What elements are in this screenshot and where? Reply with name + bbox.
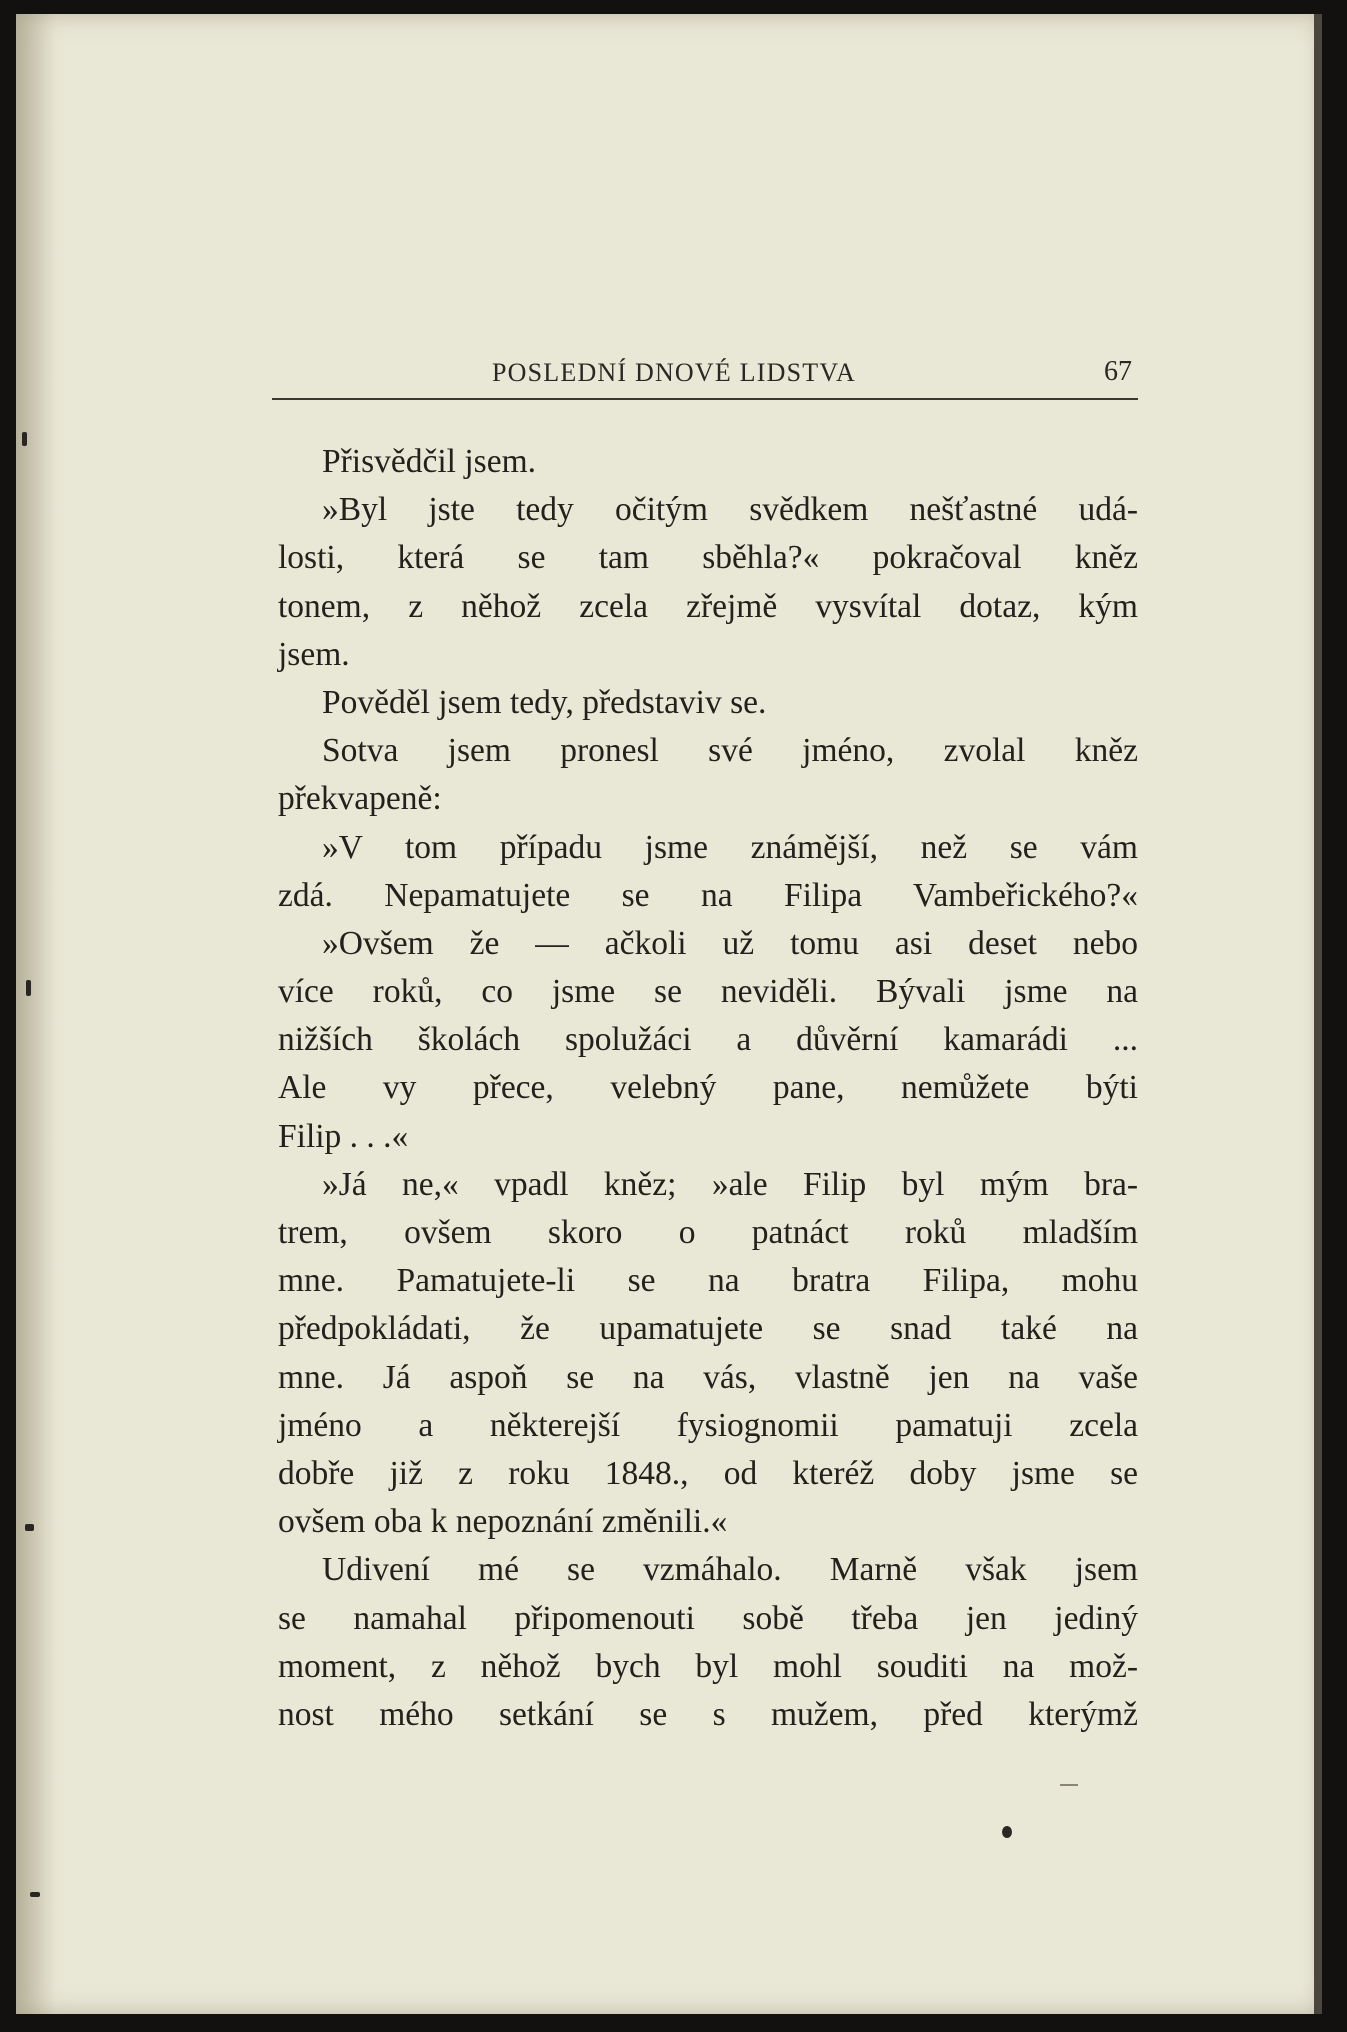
text-line: jsem.: [278, 635, 350, 673]
stray-mark: [1060, 1784, 1078, 1786]
paragraph: [278, 486, 1138, 679]
text-line: zdá. Nepamatujete se na Filipa Vambeřického?«: [278, 876, 1138, 914]
margin-mark: [26, 980, 31, 996]
margin-mark: [30, 1892, 40, 1897]
page-number: 67: [1104, 356, 1132, 387]
text-line: mne. Já aspoň se na vás, vlastně jen na vaše: [278, 1358, 1138, 1396]
paragraph: [278, 438, 1138, 486]
text-line: nost mého setkání se s mužem, před kterýmž: [278, 1695, 1138, 1733]
text-line: se namahal připomenouti sobě třeba jen jediný: [278, 1599, 1138, 1637]
text-line: Filip . . .«: [278, 1117, 409, 1155]
header-rule: [272, 398, 1138, 400]
margin-mark: [22, 432, 27, 446]
paragraph: [278, 824, 1138, 920]
text-line: tonem, z něhož zcela zřejmě vysvítal dotaz, kým: [278, 587, 1138, 625]
text-line: Pověděl jsem tedy, představiv se.: [322, 683, 767, 721]
stray-dot: [1002, 1826, 1012, 1838]
running-header: [272, 352, 1152, 396]
text-line: Udivení mé se vzmáhalo. Marně však jsem: [322, 1551, 1138, 1589]
text-line: Sotva jsem pronesl své jméno, zvolal kněz: [322, 732, 1138, 770]
text-line: Přisvědčil jsem.: [322, 443, 537, 480]
paragraph: [278, 920, 1138, 1161]
text-line: »V tom případu jsme známější, než se vám: [322, 828, 1138, 866]
text-line: více roků, co jsme se neviděli. Bývali jsme na: [278, 973, 1138, 1011]
text-line: »Byl jste tedy očitým svědkem nešťastné udá-: [322, 491, 1138, 529]
text-line: překvapeně:: [278, 780, 442, 818]
text-line: mne. Pamatujete-li se na bratra Filipa, mohu: [278, 1262, 1138, 1300]
text-line: losti, která se tam sběhla?« pokračoval kněz: [278, 539, 1138, 577]
paragraph: [278, 1161, 1138, 1547]
gutter-shadow: [16, 14, 56, 2014]
text-line: Ale vy přece, velebný pane, nemůžete býti: [278, 1069, 1138, 1107]
text-line: moment, z něhož bych byl mohl souditi na mož-: [278, 1647, 1138, 1685]
body-text: [278, 438, 1138, 1739]
text-line: předpokládati, že upamatujete se snad také na: [278, 1310, 1138, 1348]
margin-mark: [25, 1524, 34, 1531]
text-line: dobře již z roku 1848., od kteréž doby jsme se: [278, 1454, 1138, 1492]
text-line: nižších školách spolužáci a důvěrní kamarádi ...: [278, 1021, 1138, 1059]
page-edge: [1314, 14, 1322, 2014]
text-line: »Já ne,« vpadl kněz; »ale Filip byl mým bra-: [322, 1165, 1138, 1203]
paragraph: [278, 727, 1138, 823]
text-line: ovšem oba k nepoznání změnili.«: [278, 1503, 728, 1541]
paragraph: [278, 679, 1138, 727]
text-line: jméno a některejší fysiognomii pamatuji zcela: [278, 1406, 1138, 1444]
text-line: »Ovšem že — ačkoli už tomu asi deset nebo: [322, 924, 1138, 962]
paragraph: [278, 1546, 1138, 1739]
running-title: POSLEDNÍ DNOVÉ LIDSTVA: [492, 358, 856, 387]
text-line: trem, ovšem skoro o patnáct roků mladším: [278, 1214, 1138, 1251]
